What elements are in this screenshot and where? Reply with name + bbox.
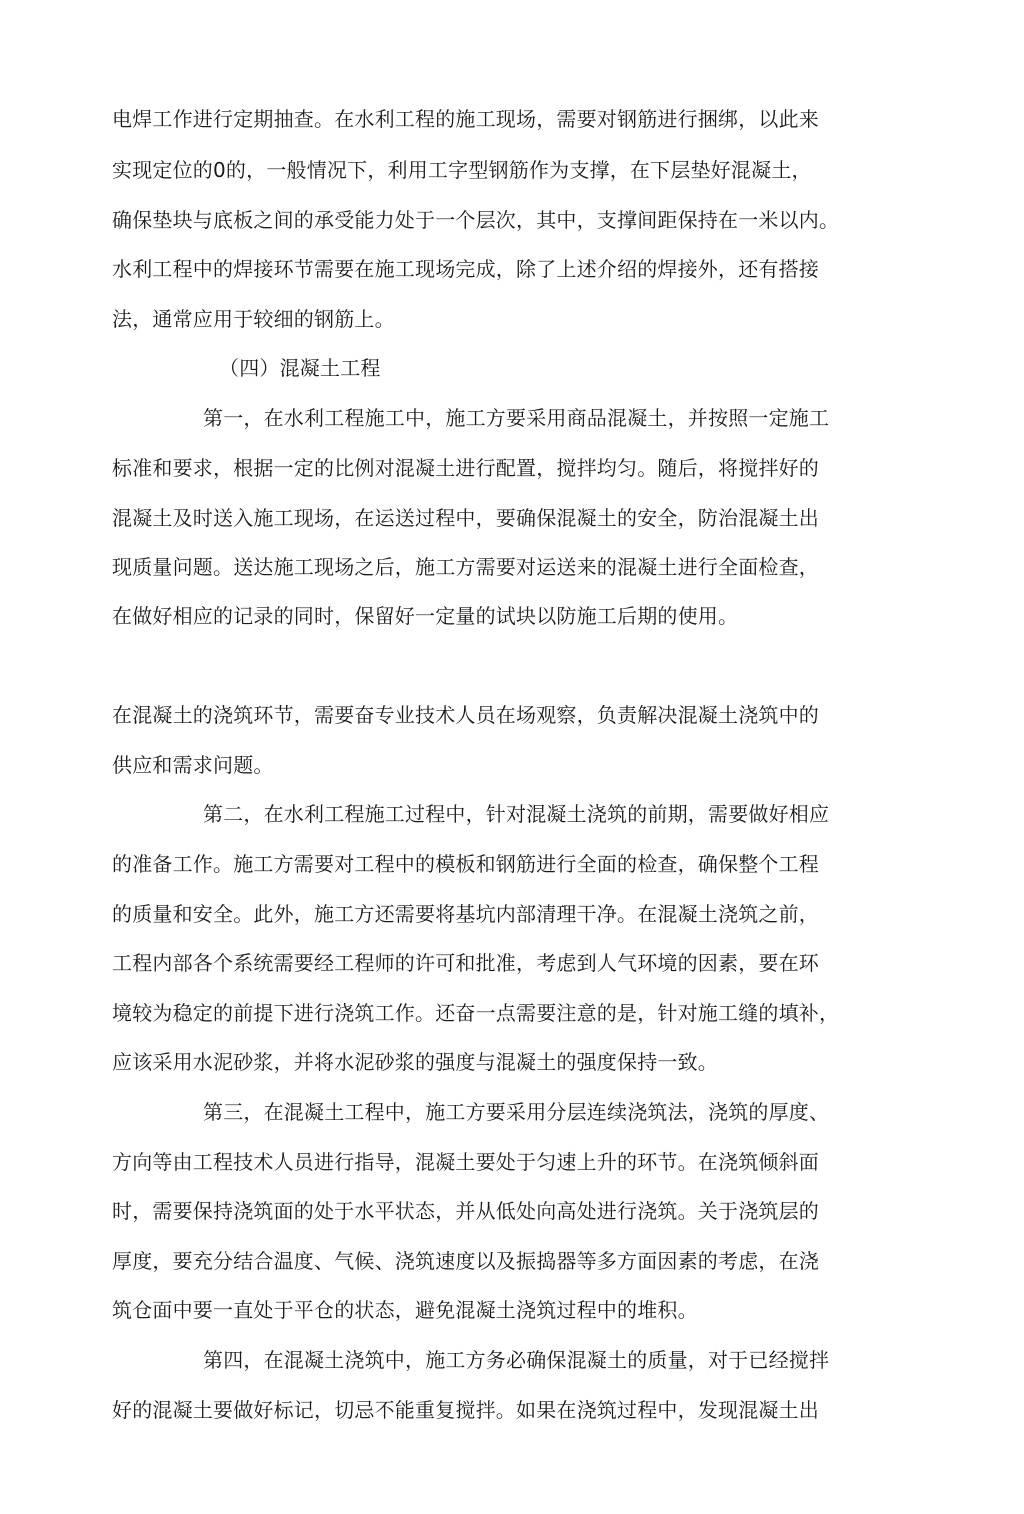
text-line: 供应和需求问题。 [112, 753, 274, 777]
text-line: 混凝土及时送入施工现场，在运送过程中，要确保混凝土的安全，防治混凝土出 [112, 506, 819, 530]
text-line: 标准和要求，根据一定的比例对混凝土进行配置，搅拌均匀。随后，将搅拌好的 [112, 456, 819, 480]
text-line: 在混凝土的浇筑环节，需要奋专业技术人员在场观察，负责解决混凝土浇筑中的 [112, 703, 819, 727]
text-line: 厚度，要充分结合温度、气候、浇筑速度以及振捣器等多方面因素的考虑，在浇 [112, 1249, 819, 1273]
text-line: 现质量问题。送达施工现场之后，施工方需要对运送来的混凝土进行全面检查， [112, 555, 819, 579]
text-line: 境较为稳定的前提下进行浇筑工作。还奋一点需要注意的是，针对施工缝的填补， [112, 1001, 840, 1025]
text-line: 确保垫块与底板之间的承受能力处于一个层次，其中，支撑间距保持在一米以内。 [112, 208, 840, 232]
text-line: 的准备工作。施工方需要对工程中的模板和钢筋进行全面的检查，确保整个工程 [112, 852, 819, 876]
text-line: 在做好相应的记录的同时，保留好一定量的试块以防施工后期的使用。 [112, 604, 739, 628]
paragraph-first-line: 第二，在水利工程施工过程中，针对混凝土浇筑的前期，需要做好相应 [203, 802, 830, 826]
paragraph-first-line: 第三，在混凝土工程中，施工方要采用分层连续浇筑法，浇筑的厚度、 [203, 1100, 830, 1124]
text-line: 水利工程中的焊接环节需要在施工现场完成，除了上述介绍的焊接外，还有搭接 [112, 257, 819, 281]
text-line: 工程内部各个系统需要经工程师的许可和批准，考虑到人气环境的因素，要在环 [112, 951, 819, 975]
text-line: 应该采用水泥砂浆，并将水泥砂浆的强度与混凝土的强度保持一致。 [112, 1050, 718, 1074]
section-heading: （四）混凝土工程 [219, 356, 381, 380]
text-line: 电焊工作进行定期抽查。在水利工程的施工现场，需要对钢筋进行捆绑，以此来 [112, 107, 819, 131]
text-line: 方向等由工程技术人员进行指导，混凝土要处于匀速上升的环节。在浇筑倾斜面 [112, 1150, 819, 1174]
text-line: 法，通常应用于较细的钢筋上。 [112, 307, 395, 331]
text-line: 好的混凝土要做好标记，切忌不能重复搅拌。如果在浇筑过程中，发现混凝土出 [112, 1398, 819, 1422]
text-line: 筑仓面中要一直处于平仓的状态，避免混凝土浇筑过程中的堆积。 [112, 1298, 698, 1322]
paragraph-first-line: 第四，在混凝土浇筑中，施工方务必确保混凝土的质量，对于已经搅拌 [203, 1348, 830, 1372]
text-line: 时，需要保持浇筑面的处于水平状态，并从低处向高处进行浇筑。关于浇筑层的 [112, 1199, 819, 1223]
text-line: 实现定位的0的，一般情况下，利用工字型钢筋作为支撑，在下层垫好混凝土， [112, 158, 812, 182]
text-line: 的质量和安全。此外，施工方还需要将基坑内部清理干净。在混凝土浇筑之前， [112, 902, 819, 926]
paragraph-first-line: 第一，在水利工程施工中，施工方要采用商品混凝土，并按照一定施工 [203, 406, 830, 430]
